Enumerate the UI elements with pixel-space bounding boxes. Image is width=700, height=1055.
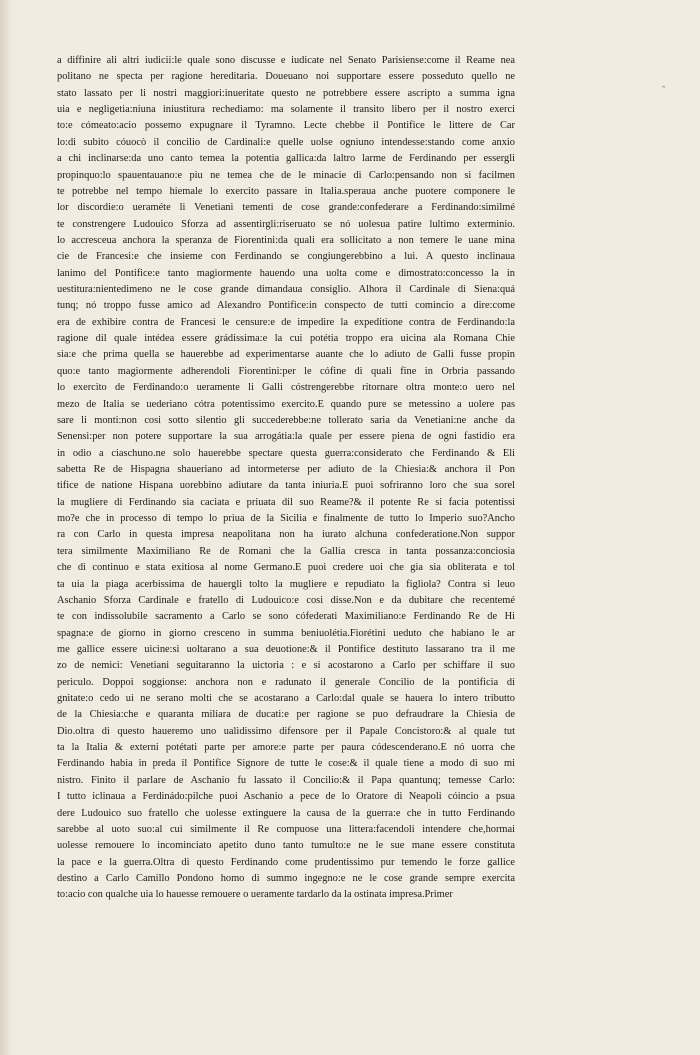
text-line: to:e cómeato:acio possemo expugnare il Tyramno. Lecte chebbe il Pontifice le littere de Car (57, 120, 515, 132)
text-line: lanimo del Pontifice:e tanto magiormente hauendo una uolta come e dimostrato:concesso la in (57, 267, 515, 279)
text-line: me gallice essere uicine:si uoltarano a sua deuotione:& il Pontifice destituto lassarano tra il me (57, 643, 515, 655)
text-line: tunq; nó troppo fusse amico ad Alexandro Pontifice:in conspecto de tutti comincio a dire:come (57, 300, 515, 312)
text-line: uestitura:nientedimeno ne le cose grande dimandaua consiglio. Alhora il Cardinale di Siena:quá (57, 284, 515, 296)
text-line: Ferdinando habia in preda il Pontifice Signore de tutte le cose:& il quale tiene a modo di suo mi (57, 758, 515, 770)
text-line: sarebbe al uoto suo:al cui similmente il Re compuose una littera:facendoli intendere che,hormai (57, 823, 515, 835)
text-line: to:acio con qualche uia lo hauesse remouere o ueramente tardarlo da la ostinata impresa.Primer (57, 889, 453, 901)
text-line: che di continuo e stata exitiosa al nome Germano.E puoi credere uoi che gia sia obliterata e tol (57, 562, 515, 574)
text-line: sabetta Re de Hispagna shaueriano ad intormeterse per adiuto de la Chiesia:& anchora il Pon (57, 463, 515, 475)
text-line: uolesse remouere lo incominciato apetito duno tanto tumulto:e ne le sue mane essere constituta (57, 840, 515, 852)
text-line: ta uia la piaga acerbissima de hauergli tolto la mugliere e repudiato la figliola? Contra si leuo (57, 578, 515, 590)
text-line: spagna:e de giorno in giorno cresceno in summa beniuolétia.Fiorétini ueduto che habiano le ar (57, 627, 515, 639)
text-line: propinquo:lo spauentauano:e piu ne temea che de le minacie di Carlo:pensando non si facilmen (57, 169, 515, 181)
text-line: gnitate:o cedo ui ne serano molti che se acostarano a Carlo:dal quale se hauera lo intero tributto (57, 693, 515, 705)
text-line: Dio.oltra di questo haueremo uno ualidissimo difensore per il Papale Concistoro:& al quale tut (57, 725, 515, 737)
text-line: Senensi:per non potere supportare la sua arrogátia:la quale per essere piena de ogni fastidio era (57, 431, 515, 443)
text-line: te con indissolubile sacramento a Carlo se sono cófederati Maximiliano:e Ferdinando Re de Hi (57, 611, 515, 623)
text-line: de la Chiesia:che e quaranta miliara de ducati:e per ragione se puo defraudrare la Chiesia de (57, 709, 515, 721)
text-line: ra con Carlo in questa impresa neapolitana non ha iurato alchuna confederatione.Non suppor (57, 529, 515, 541)
text-line: lor discordie:o ueraméte li Venetiani tementi de cose grande:confederare a Ferdinando:similmé (57, 202, 515, 214)
text-line: te constrengere Ludouico Sforza ad assentirgli:riseruato se nó uolesua patire lultimo exterminio. (57, 218, 515, 230)
text-line: dere Ludouico suo fratello che uolesse extinguere la causa de la guerra:e che in tutto Ferdinando (57, 807, 515, 819)
text-line: sare li monti:non cosi sotto silentio gli succederebbe:ne tollerato saria da Venetiani:ne anche da (57, 414, 515, 426)
text-line: lo:di subito cóuocò il concilio de Cardinali:e quelle uolse ogniuno intendesse:stando come anxio (57, 136, 515, 148)
text-line: cie de Francesi:e che insieme con Ferdinando se congiungerebbino a lui. A questo inclinaua (57, 251, 515, 263)
text-line: ta la Italia & externi potétati parte per amore:e parte per paura códescenderano.E nó uorra che (57, 742, 515, 754)
text-line: zo de nemici: Venetiani seguitaranno la uictoria : e si acostarono a Carlo per schiffare il suo (57, 660, 515, 672)
text-line: periculo. Doppoi soggionse: anchora non e radunato il generale Concilio de la pontificia di (57, 676, 515, 688)
text-line: uia e negligetia:niuna iniustitura rechediamo: ma solamente il transito libero per il nostro exerci (57, 104, 515, 116)
text-column (57, 53, 515, 904)
text-line: I tutto iclinaua a Ferdinádo:pilche puoi Aschanio a pece de lo Oratore di Neapoli cóincio a psua (57, 791, 515, 803)
text-line: nistro. Finito il parlare de Aschanio fu lassato il Concilio:& il Papa quantunq; temesse Carlo: (57, 774, 515, 786)
text-line: mezo de Italia se uederiano cótra potentissimo exercito.E quando pure se metessino a uolere pas (57, 398, 515, 410)
text-line: stato lassato per li nostri maggiori:inueritate questo ne potrebbere essere ascripto a summa igna (57, 87, 515, 99)
text-line: quo:e tanto magiormente adherendoli Fiorentini:per le cófine di quali fine in Orbria passando (57, 365, 515, 377)
text-line: a diffinire ali altri iudicii:le quale sono discusse e iudicate nel Senato Parisiense:come il Reame nea (57, 55, 515, 66)
text-line: politano ne specta per ragione hereditaria. Doueuano noi supportare essere posseduto quello ne (57, 71, 515, 83)
text-line: destino a Carlo Camillo Pondono homo di summo ingegno:e ne le cose grande sempre exercita (57, 872, 515, 884)
text-line: Aschanio Sforza Cardinale e fratello di Ludouico:e cosi disse.Non e da dubitare che recentemé (57, 594, 515, 606)
text-line: la pace e la guerra.Oltra di questo Ferdinando come prudentissimo pur temendo le forze gallice (57, 856, 515, 868)
text-line: tifice de natione Hispana uorebbino adiutare da tanta iniuria.E puoi sofriranno loro che sua sorel (57, 480, 515, 492)
text-line: lo exercito de Ferdinando:o ueramente li Galli cóstrengerebbe ritornare oltra monte:o uero nel (57, 382, 515, 394)
text-line: mo?e che in processo di tempo lo priua de la Sicilia e finalmente de tutto lo Imperio suo?Ancho (57, 513, 515, 525)
text-line: a chi inclinarse:da uno canto temea la potentia gallica:da laltro larme de Ferdinando per essergli (57, 153, 515, 165)
text-line: la mugliere di Ferdinando sia caciata e priuata dil suo Reame?& il potente Re si facia potentissi (57, 496, 515, 508)
margin-caret-mark: ‸ (662, 77, 666, 88)
text-line: in odio a ciaschuno.ne solo hauerebbe spectare questa guerra:considerato che Ferdinando & Eli (57, 447, 515, 459)
text-line: tera similmente Maximiliano Re de Romani che la Gallia cresca in tanta possanza:conciosia (57, 545, 515, 557)
text-line: sia:e che prima quella se hauerebbe ad experimentarse auante che lo adiuto de Galli fusse propin (57, 349, 515, 361)
text-line: ragione dil quale intédea essere grádissima:e la cui potétia troppo era uicina ala Romana Chie (57, 333, 515, 345)
text-line: te potrebbe nel tempo hiemale lo exercito passare in Italia.sperauа anche puotere componere le (57, 185, 515, 197)
text-line: lo accresceua anchora la speranza de Fiorentini:da quali era sollicitato a non temere le uane mina (57, 234, 515, 246)
text-line: era de exhibire contra de Francesi le censure:e de impedire la expeditione contra de Ferdinando:la (57, 316, 515, 328)
